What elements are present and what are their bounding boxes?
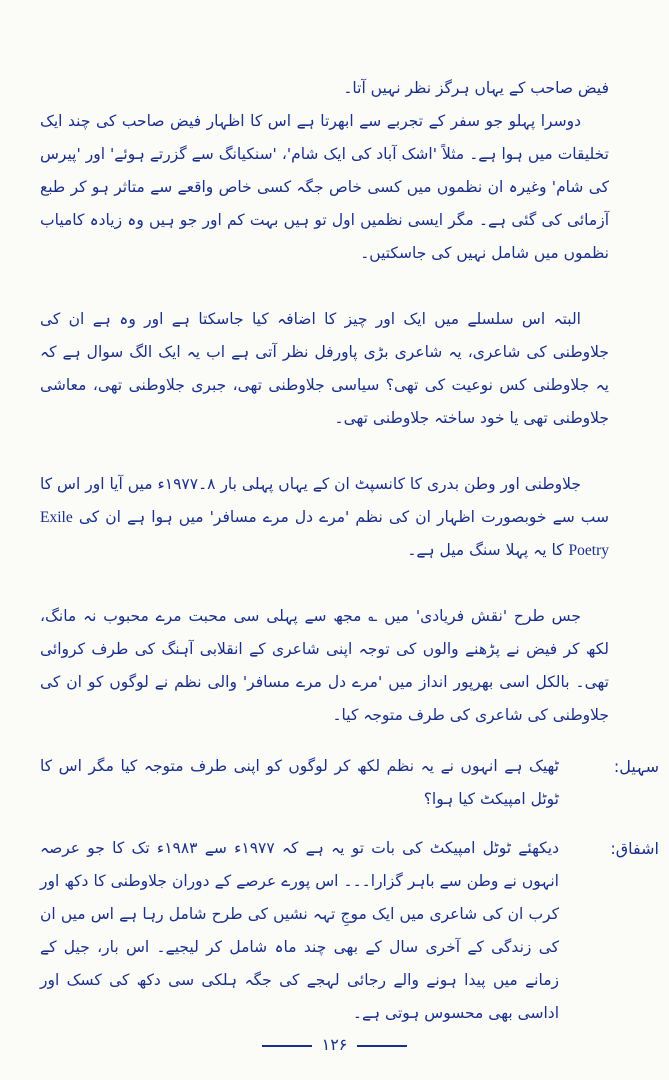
speaker-label: اشفاق: xyxy=(610,839,659,858)
divider xyxy=(262,1045,312,1047)
paragraph-exile-concept xyxy=(40,468,609,567)
page-number: ۱۲۶ xyxy=(321,1035,348,1054)
exile-concept-text-end: کا یہ پہلا سنگ میل ہے۔ xyxy=(407,541,569,559)
paragraph-naqsh-faryadi: جس طرح 'نقش فریادی' میں ؎ مجھ سے پہلی سی محبت مرے محبوب نہ مانگ، لکھ کر فیض نے پڑھنے والوں کی توجہ اپنی شاعری کے انقلابی آہنگ کی طرف کروائی تھی۔ بالکل اسی بھرپور انداز میں 'مرے دل مرے مسافر' والی نظم نے لوگوں کو ان کی جلاوطنی کی شاعری کی طرف متوجہ کیا۔ xyxy=(40,607,609,724)
speaker-text: ٹھیک ہے انہوں نے یہ نظم لکھ کر لوگوں کو اپنی طرف متوجہ کیا مگر اس کا ٹوٹل امپیکٹ کیا ہوا؟ xyxy=(40,757,559,808)
divider xyxy=(357,1045,407,1047)
paragraph-travel-poems: دوسرا پہلو جو سفر کے تجربے سے ابھرتا ہے اس کا اظہار فیض صاحب کی چند ایک تخلیقات میں ہوا ہے۔ مثلاً 'اشک آباد کی ایک شام'، 'سنکیانگ سے گزرتے ہوئے' اور 'پیرس کی شام' وغیرہ ان نظموں میں کسی خاص جگہ کسی خاص واقعے سے متاثر ہو کر طبع آزمائی کی گئی ہے۔ مگر ایسی نظمیں اول تو ہیں بہت کم اور جو ہیں وہ زیادہ کامیاب نظموں میں شامل نہیں کی جاسکتیں۔ xyxy=(40,112,609,262)
page-number-footer xyxy=(0,1035,669,1054)
paragraph-intro-line: فیض صاحب کے یہاں ہرگز نظر نہیں آتا۔ xyxy=(343,79,609,97)
paragraph-exile-poetry: البتہ اس سلسلے میں ایک اور چیز کا اضافہ کیا جاسکتا ہے اور وہ ہے ان کی جلاوطنی کی شاعری، یہ شاعری بڑی پاورفل نظر آتی ہے اب یہ ایک الگ سوال ہے کہ یہ جلاوطنی کس نوعیت کی تھی؟ سیاسی جلاوطنی تھی، جبری جلاوطنی تھی، معاشی جلاوطنی تھی یا خود ساختہ جلاوطنی تھی۔ xyxy=(40,310,609,427)
exile-poetry-english-term: Exile Poetry xyxy=(40,509,609,559)
exile-concept-text: جلاوطنی اور وطن بدری کا کانسپٹ ان کے یہاں پہلی بار ۸۔۱۹۷۷ء میں آیا اور اس کا سب سے خوبصورت اظہار ان کی نظم 'مرے دل مرے مسافر' میں ہوا ہے ان کی xyxy=(40,475,609,526)
speaker-text: دیکھئے ٹوٹل امپیکٹ کی بات تو یہ ہے کہ ۱۹۷۷ء سے ۱۹۸۳ء تک کا جو عرصہ انہوں نے وطن سے باہر گزارا۔۔۔ اس پورے عرصے کے دوران جلاوطنی کا دکھ اور کرب ان کی شاعری میں ایک موجِ تہہ نشیں کی طرح شامل رہا ہے اس میں ان کی زندگی کے آخری سال کے بھی چند ماہ شامل کر لیجیے۔ اس بار، جیل کے زمانے میں پیدا ہونے والے رجائی لہجے کی جگہ ہلکی سی دکھ کی کسک اور اداسی بھی محسوس ہوتی ہے۔ xyxy=(40,839,559,1022)
speaker-label: سہیل: xyxy=(613,757,659,776)
